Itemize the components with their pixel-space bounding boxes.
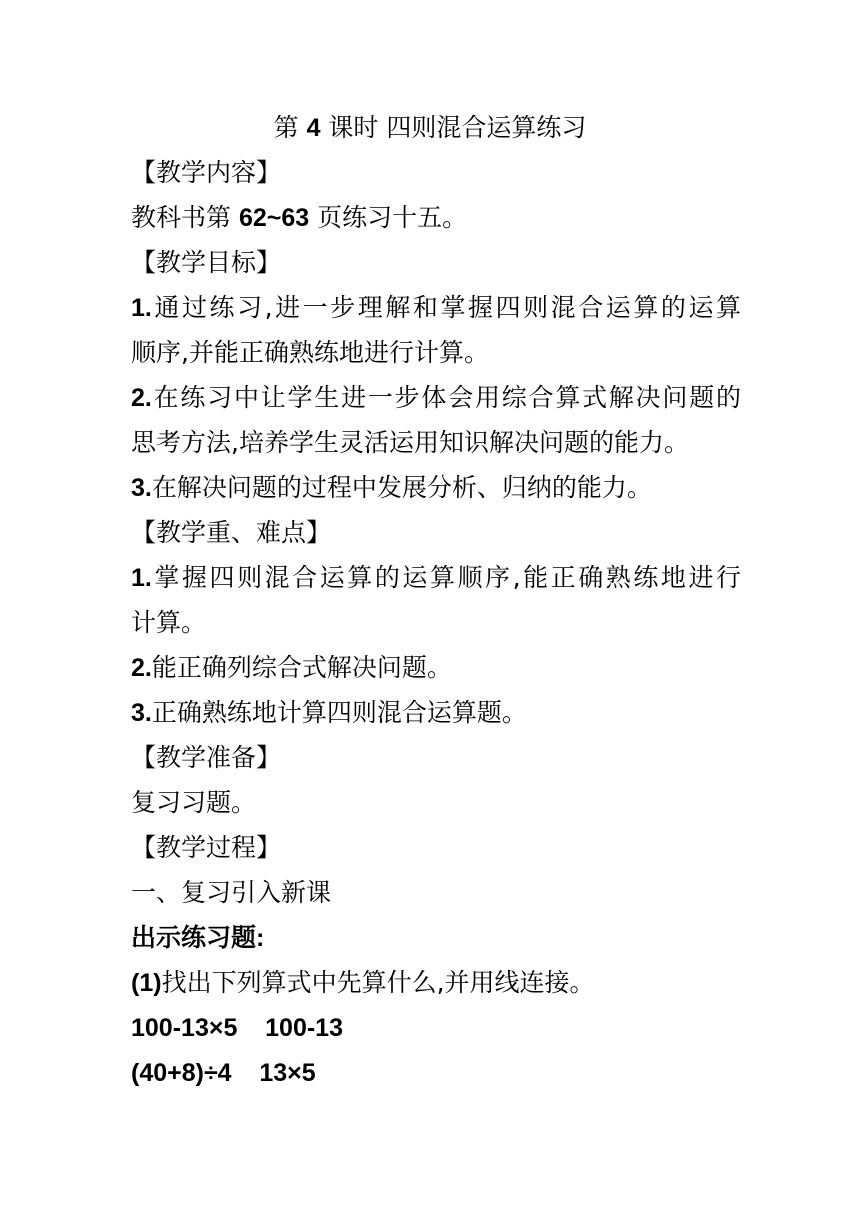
step-1-heading: 一、复习引入新课 xyxy=(131,878,332,907)
key-1-line-1 xyxy=(131,558,741,598)
key-1-line-2: 计算。 xyxy=(131,608,207,637)
heading-teaching-goals: 【教学目标】 xyxy=(131,248,282,277)
key-1-number: 1. xyxy=(131,564,152,592)
content-suffix: 页练习十五。 xyxy=(309,203,468,232)
key-2-line-1 xyxy=(131,648,741,688)
key-3-text: 正确熟练地计算四则混合运算题。 xyxy=(151,698,527,727)
key-3-line-1 xyxy=(131,693,741,733)
teaching-content-text xyxy=(131,198,741,238)
preparation-text: 复习习题。 xyxy=(131,788,257,817)
key-2-number: 2. xyxy=(131,654,152,682)
exercise-1-number: (1) xyxy=(131,969,162,997)
goal-2-line-2: 思考方法,培养学生灵活运用知识解决问题的能力。 xyxy=(131,428,689,457)
show-exercise-text: 出示练习题: xyxy=(131,924,265,952)
goal-1-number: 1. xyxy=(131,294,152,322)
goal-2-text: 在练习中让学生进一步体会用综合算式解决问题的 xyxy=(151,383,741,412)
content-prefix: 教科书第 xyxy=(131,203,239,232)
goal-3-text: 在解决问题的过程中发展分析、归纳的能力。 xyxy=(151,473,652,502)
exercise-1-text: 找出下列算式中先算什么,并用线连接。 xyxy=(161,968,595,997)
heading-teaching-content: 【教学内容】 xyxy=(131,158,282,187)
heading-preparation: 【教学准备】 xyxy=(131,743,282,772)
title-text: 课时 四则混合运算练习 xyxy=(320,113,587,142)
goal-2-number: 2. xyxy=(131,384,152,412)
title-prefix: 第 xyxy=(273,113,307,142)
goal-3-number: 3. xyxy=(131,474,152,502)
goal-3-line-1 xyxy=(131,468,741,508)
goal-2-line-1 xyxy=(131,378,741,418)
goal-1-text: 通过练习,进一步理解和掌握四则混合运算的运算 xyxy=(151,293,741,322)
exercise-1-line xyxy=(131,963,741,1003)
heading-key-points: 【教学重、难点】 xyxy=(131,518,332,547)
title-lesson-number: 4 xyxy=(306,114,321,142)
goal-1-line-2: 顺序,并能正确熟练地进行计算。 xyxy=(131,338,489,367)
expression-row-2: (40+8)÷4 13×5 xyxy=(131,1059,316,1087)
key-2-text: 能正确列综合式解决问题。 xyxy=(151,653,452,682)
expression-row-1: 100-13×5 100-13 xyxy=(131,1014,343,1042)
heading-process: 【教学过程】 xyxy=(131,833,282,862)
key-1-text: 掌握四则混合运算的运算顺序,能正确熟练地进行 xyxy=(151,563,741,592)
goal-1-line-1 xyxy=(131,288,741,328)
content-page-range: 62~63 xyxy=(238,204,310,232)
lesson-title xyxy=(0,108,860,148)
key-3-number: 3. xyxy=(131,699,152,727)
